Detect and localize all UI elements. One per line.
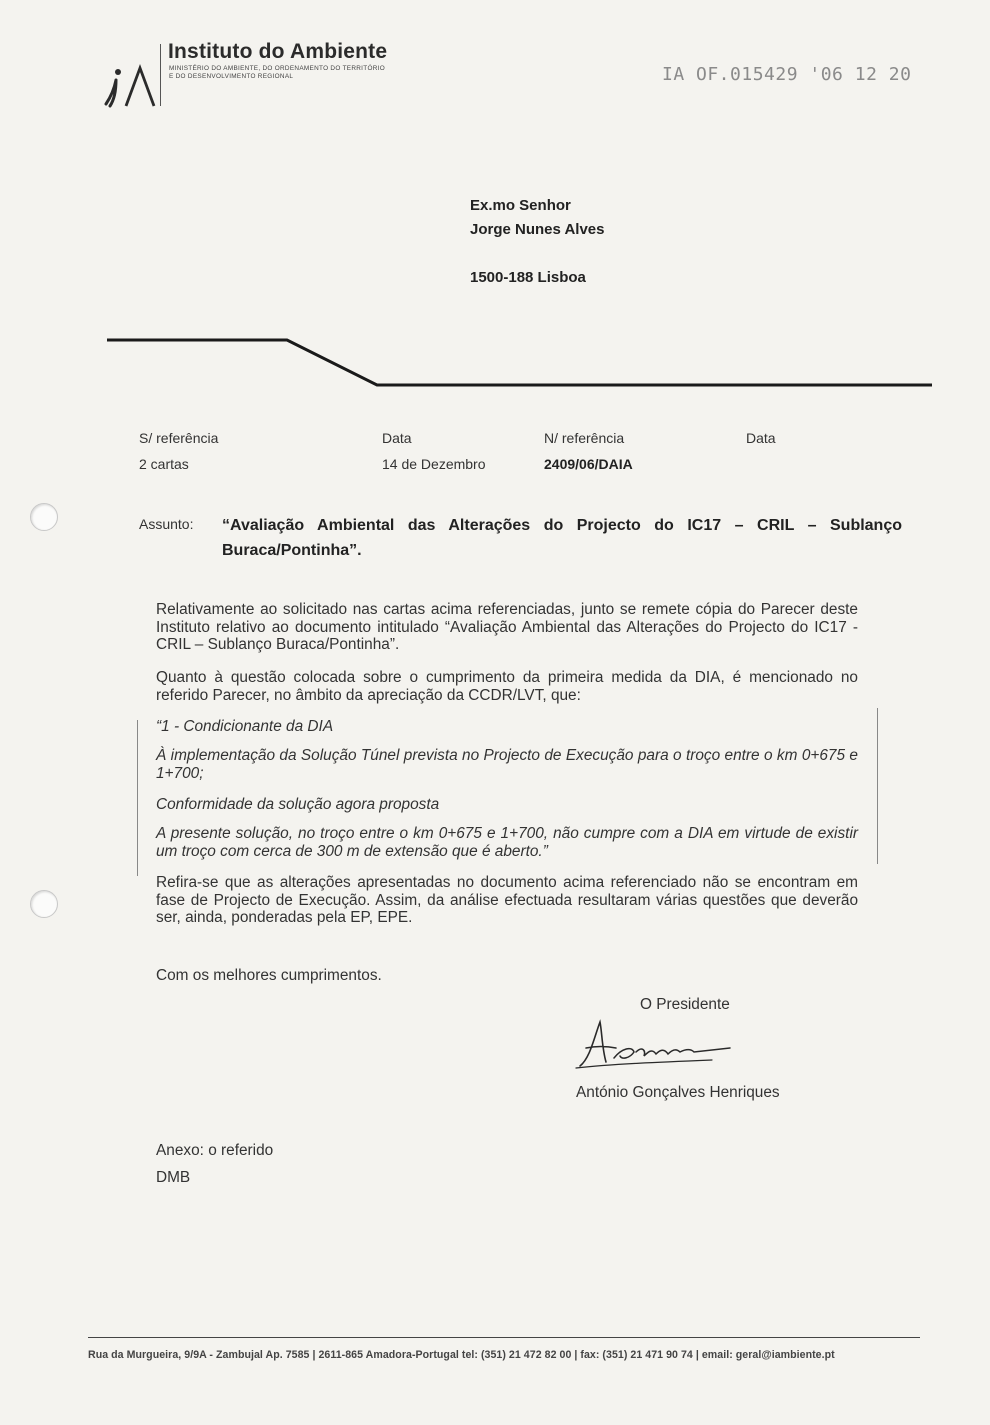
signatory-title: O Presidente [640,996,730,1013]
body-paragraph-3: Refira-se que as alterações apresentadas no documento acima referenciado não se encontram em fase de Projecto de Execução. Assim, da análise efectuada resultaram várias questões que deverão ser, ainda, ponderadas pela EP, EPE. [156,874,858,926]
header-rule [0,330,990,400]
n-ref-label: N/ referência [544,430,625,446]
subject-label: Assunto: [139,516,194,532]
handwritten-signature [572,1018,742,1084]
ministry-line-2: E DO DESENVOLVIMENTO REGIONAL [169,73,294,80]
date1-value: 14 de Dezembro [382,456,486,472]
body-paragraph-2: Quanto à questão colocada sobre o cumprimento da primeira medida da DIA, é mencionado no referido Parecer, no âmbito da apreciação da CCDR/LVT, que: [156,669,858,704]
quote-paragraph-1: À implementação da Solução Túnel prevista no Projecto de Execução para o troço entre o km 0+675 e 1+700; [156,747,858,782]
quote-bar-left [137,720,138,876]
signatory-name: António Gonçalves Henriques [576,1084,780,1101]
reference-stamp: IA OF.015429 '06 12 20 [662,64,912,85]
body-paragraph-1: Relativamente ao solicitado nas cartas acima referenciadas, junto se remete cópia do Parecer deste Instituto relativo ao documento intitulado “Avaliação Ambiental das Alterações do Projecto do IC17 - CRIL – Sublanço Buraca/Pontinha”. [156,601,858,653]
recipient-salutation: Ex.mo Senhor [470,197,571,214]
footer-address: Rua da Murgueira, 9/9A - Zambujal Ap. 7585 | 2611-865 Amadora-Portugal tel: (351) 21 472 82 00 | fax: (351) 21 471 90 74 | email: geral@iambiente.pt [88,1349,835,1361]
quote-heading: “1 - Condicionante da DIA [156,718,334,735]
punch-hole-bottom [30,890,58,918]
org-name: Instituto do Ambiente [168,40,388,63]
recipient-postal: 1500-188 Lisboa [470,269,586,286]
subject-text: “Avaliação Ambiental das Alterações do Projecto do IC17 – CRIL – Sublanço Buraca/Pontinha”. [222,517,902,559]
author-initials: DMB [156,1169,191,1186]
quote-paragraph-2: A presente solução, no troço entre o km 0+675 e 1+700, não cumpre com a DIA em virtude de existir um troço com cerca de 300 m de extensão que é aberto.” [156,825,858,860]
annex-line: Anexo: o referido [156,1142,274,1159]
quote-subheading: Conformidade da solução agora proposta [156,796,440,813]
n-ref-value: 2409/06/DAIA [544,456,633,472]
date1-label: Data [382,430,412,446]
recipient-name: Jorge Nunes Alves [470,221,605,238]
org-ministry [169,65,385,81]
ministry-line-1: MINISTÉRIO DO AMBIENTE, DO ORDENAMENTO DO TERRITÓRIO [169,65,385,72]
footer-rule [88,1337,920,1338]
s-ref-value: 2 cartas [139,456,189,472]
quote-bar-right [877,708,878,864]
punch-hole-top [30,503,58,531]
s-ref-label: S/ referência [139,430,219,446]
closing: Com os melhores cumprimentos. [156,967,382,984]
institute-logo [102,62,158,110]
logo-divider [160,44,161,106]
date2-label: Data [746,430,776,446]
